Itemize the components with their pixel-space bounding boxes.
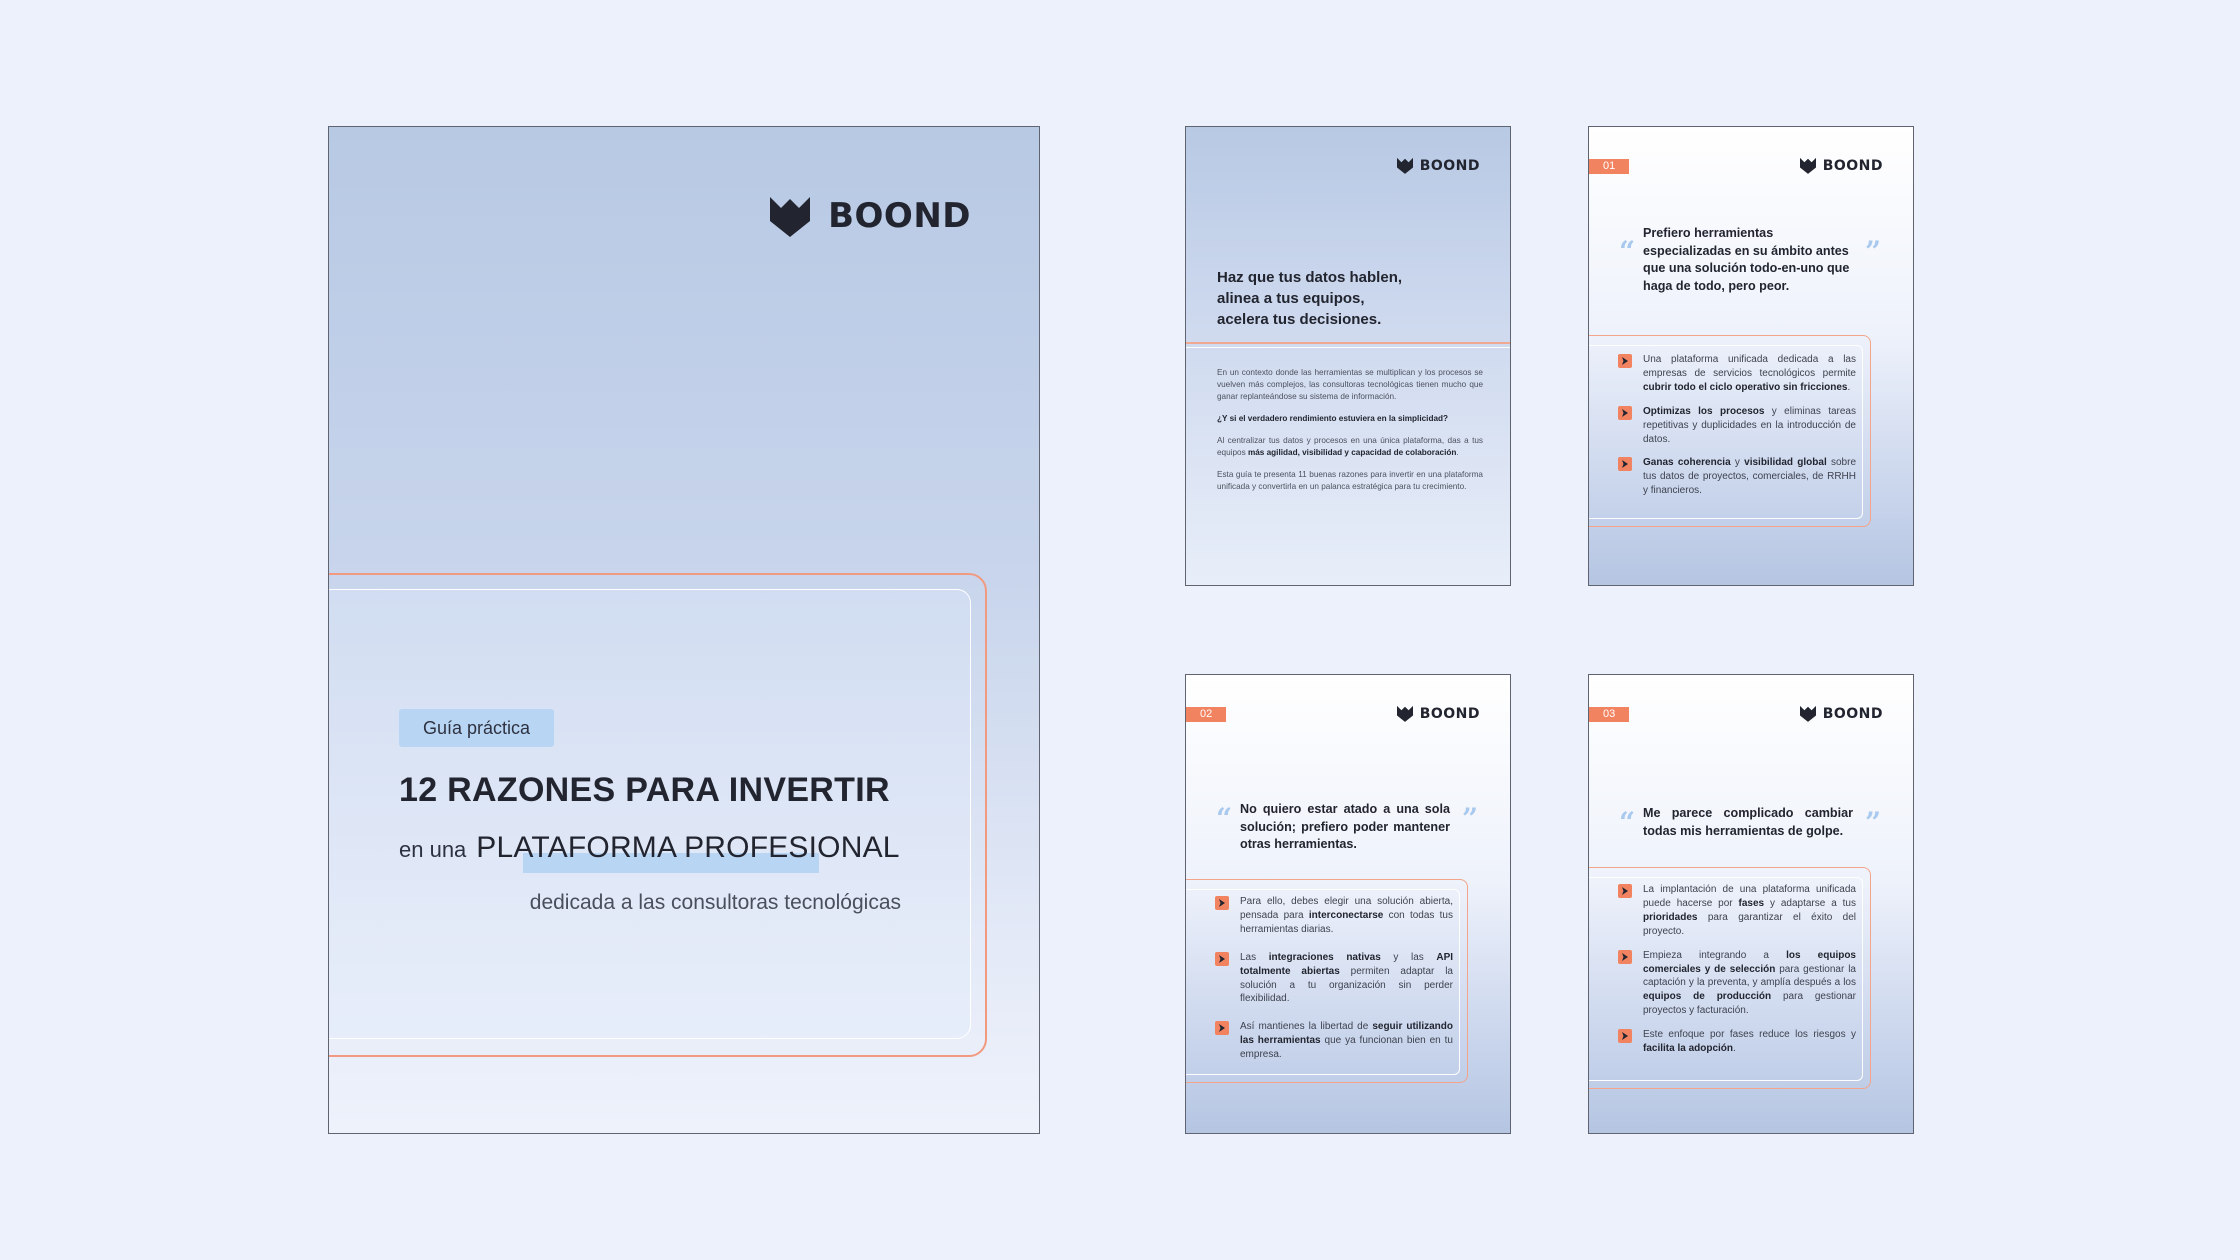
brand-name: BOOND	[828, 196, 971, 236]
intro-heading-line: alinea a tus equipos,	[1217, 290, 1365, 307]
close-quote-icon: ”	[1865, 806, 1882, 839]
text-run-bold: equipos de producción	[1643, 991, 1772, 1003]
text-run: Así mantienes la libertad de	[1240, 1021, 1373, 1033]
text-run-bold: integraciones nativas	[1268, 951, 1381, 963]
text-run: para gestionar proyectos y facturación.	[1643, 991, 1856, 1017]
boond-logo-icon	[1800, 705, 1816, 722]
text-run: con todas tus herramientas diarias.	[1240, 909, 1453, 935]
text-run-bold: más agilidad, visibilidad y capacidad de colaboración	[1247, 448, 1457, 457]
boond-logo-icon	[770, 195, 810, 237]
reason-quote: Me parece complicado cambiar todas mis herramientas de golpe.	[1643, 806, 1853, 838]
cover-subtitle	[399, 831, 900, 865]
brand-name: BOOND	[1822, 705, 1883, 722]
chevron-bullet-icon	[1618, 457, 1632, 471]
text-run: permiten adaptar la solución a tu organización sin perder flexibilidad.	[1240, 965, 1453, 1005]
text-run: y adaptarse a tus	[1764, 897, 1856, 909]
text-run-bold: fases	[1738, 897, 1765, 909]
text-run-bold: API totalmente abiertas	[1240, 951, 1454, 977]
brand-logo	[770, 195, 971, 237]
brand-name: BOOND	[1419, 157, 1480, 174]
text-run: Empieza integrando a	[1643, 949, 1787, 961]
intro-divider	[1186, 342, 1511, 344]
text-run: Este enfoque por fases reduce los riesgos y	[1643, 1029, 1856, 1041]
text-run-bold: Optimizas los procesos	[1643, 405, 1765, 417]
reason-number-badge: 03	[1589, 707, 1629, 722]
intro-paragraph: Esta guía te presenta 11 buenas razones para invertir en una plataforma unificada y convertirla en un palanca estratégica para tu crecimiento.	[1217, 470, 1483, 491]
reason-bullets	[1618, 353, 1856, 508]
reason-bullet	[1215, 1020, 1453, 1062]
intro-divider-light	[1186, 347, 1511, 348]
reason-bullet	[1618, 949, 1856, 1019]
text-run: y eliminas tareas repetitivas y duplicidades en la introducción de datos.	[1643, 405, 1856, 445]
text-run: .	[1733, 1043, 1736, 1055]
boond-logo-icon	[1397, 157, 1413, 174]
reason-page-01	[1588, 126, 1914, 586]
text-run: que ya funcionan bien en tu empresa.	[1240, 1035, 1453, 1061]
text-run: sobre tus datos de proyectos, comerciales, de RRHH y financieros.	[1643, 457, 1857, 497]
reason-quote: No quiero estar atado a una sola solución; prefiero poder mantener otras herramientas.	[1240, 802, 1450, 851]
brand-logo	[1397, 705, 1480, 722]
reason-bullet	[1618, 353, 1856, 395]
text-run-bold: Ganas coherencia	[1643, 457, 1731, 469]
text-run: La implantación de una plataforma unificada puede hacerse por	[1643, 884, 1856, 909]
open-quote-icon: “	[1619, 806, 1636, 839]
reason-number-badge: 01	[1589, 159, 1629, 174]
chevron-bullet-icon	[1215, 952, 1229, 966]
text-run: .	[1456, 448, 1459, 457]
intro-question: ¿Y si el verdadero rendimiento estuviera en la simplicidad?	[1217, 414, 1448, 423]
intro-heading-line: acelera tus decisiones.	[1217, 311, 1382, 328]
text-run: para garantizar el éxito del proyecto.	[1643, 911, 1856, 937]
reason-bullets	[1618, 883, 1856, 1066]
text-run: y las	[1380, 951, 1437, 963]
intro-paragraph	[1217, 435, 1483, 459]
text-run-bold: los equipos comerciales y de selección	[1643, 949, 1856, 975]
close-quote-icon: ”	[1462, 802, 1479, 835]
reason-bullet	[1618, 456, 1856, 498]
brand-name: BOOND	[1822, 157, 1883, 174]
chevron-bullet-icon	[1618, 884, 1632, 898]
brand-logo	[1800, 705, 1883, 722]
reason-number-badge: 02	[1186, 707, 1226, 722]
chevron-bullet-icon	[1215, 1021, 1229, 1035]
chevron-bullet-icon	[1618, 406, 1632, 420]
text-run-bold: seguir utilizando las herramientas	[1240, 1021, 1454, 1047]
cover-frame-inner	[328, 589, 971, 1039]
intro-body	[1217, 367, 1483, 503]
text-run-bold: facilita la adopción	[1643, 1043, 1734, 1055]
text-run: Una plataforma unificada dedicada a las empresas de servicios tecnológicos permite	[1643, 354, 1856, 379]
open-quote-icon: “	[1619, 235, 1636, 268]
text-run-bold: interconectarse	[1308, 909, 1384, 921]
intro-page	[1185, 126, 1511, 586]
brand-logo	[1800, 157, 1883, 174]
reason-bullet	[1215, 951, 1453, 1007]
open-quote-icon: “	[1216, 802, 1233, 835]
reason-bullet	[1618, 405, 1856, 447]
close-quote-icon: ”	[1865, 235, 1882, 268]
guide-badge: Guía práctica	[399, 709, 554, 747]
text-run: y	[1730, 457, 1745, 469]
intro-heading	[1217, 267, 1487, 330]
text-run: para gestionar la captación y la preventa, y amplía después a los	[1643, 963, 1856, 989]
chevron-bullet-icon	[1215, 896, 1229, 910]
reason-bullet	[1618, 1028, 1856, 1056]
intro-heading-line: Haz que tus datos hablen,	[1217, 269, 1403, 286]
text-run-bold: cubrir todo el ciclo operativo sin fricciones	[1643, 381, 1848, 393]
text-run-bold: visibilidad global	[1744, 457, 1827, 469]
brand-logo	[1397, 157, 1480, 174]
text-run: Al centralizar tus datos y procesos en una única plataforma, das a tus equipos	[1217, 436, 1483, 457]
reason-bullets	[1215, 895, 1453, 1072]
text-run-bold: prioridades	[1643, 911, 1698, 923]
boond-logo-icon	[1800, 157, 1816, 174]
reason-bullet	[1215, 895, 1453, 937]
cover-subtitle-main: PLATAFORMA PROFESIONAL	[476, 831, 900, 864]
reason-bullet	[1618, 883, 1856, 939]
chevron-bullet-icon	[1618, 1029, 1632, 1043]
reason-quote: Prefiero herramientas especializadas en su ámbito antes que una solución todo-en-uno que haga de todo, pero peor.	[1643, 226, 1850, 293]
reason-page-03	[1588, 674, 1914, 1134]
cover-page	[328, 126, 1040, 1134]
cover-title: 12 RAZONES PARA INVERTIR	[399, 771, 890, 809]
text-run: Las	[1240, 951, 1269, 963]
reason-page-02	[1185, 674, 1511, 1134]
text-run: .	[1847, 381, 1851, 393]
chevron-bullet-icon	[1618, 950, 1632, 964]
cover-tagline: dedicada a las consultoras tecnológicas	[529, 891, 901, 914]
brand-name: BOOND	[1419, 705, 1480, 722]
text-run: Para ello, debes elegir una solución abierta, pensada para	[1240, 896, 1453, 921]
cover-subtitle-prefix: en una	[399, 837, 467, 862]
boond-logo-icon	[1397, 705, 1413, 722]
chevron-bullet-icon	[1618, 354, 1632, 368]
intro-paragraph: En un contexto donde las herramientas se multiplican y los procesos se vuelven más complejos, las consultoras tecnológicas tienen mucho que ganar replanteándose su sistema de información.	[1217, 368, 1483, 401]
